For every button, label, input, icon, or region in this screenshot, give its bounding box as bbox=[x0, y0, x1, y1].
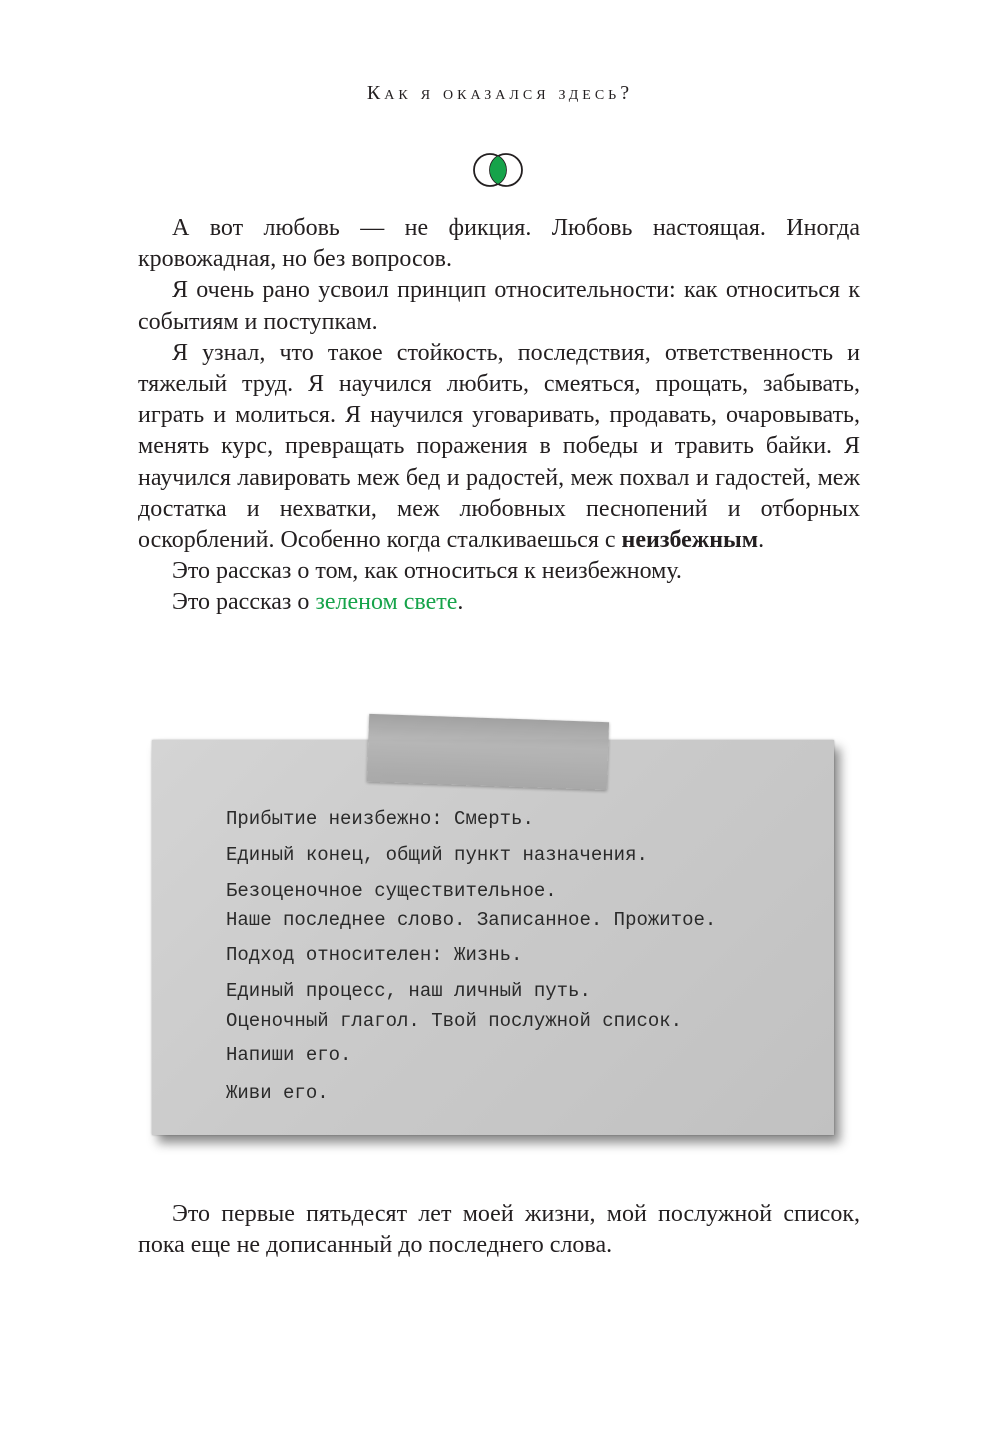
green-light-prefix: Это рассказ о bbox=[172, 589, 316, 616]
card-line: Оценочный глагол. Твой послужной список. bbox=[226, 1010, 683, 1032]
venn-circles-icon bbox=[470, 150, 526, 190]
paragraph-love: А вот любовь — не фикция. Любовь настоящая. Иногда кровожадная, но без вопросов. bbox=[138, 215, 860, 273]
typed-note-card bbox=[152, 740, 834, 1135]
card-line: Напиши его. bbox=[226, 1044, 352, 1066]
paragraph-green-light bbox=[138, 587, 860, 618]
card-line: Единый процесс, наш личный путь. bbox=[226, 980, 591, 1002]
paragraph-learned-text: Я узнал, что такое стойкость, последствия, ответственность и тяжелый труд. Я научился любить, смеяться, прощать, забывать, играть и молиться. Я научился уговаривать, продавать, очаровывать, менять курс, превращать поражения в победы и травить байки. Я научился лавировать меж бед и радостей, меж похвал и гадостей, меж достатка и нехватки, меж любовных песнопений и отборных оскорблений. Особенно когда сталкиваешься с bbox=[138, 339, 860, 554]
card-line: Подход относителен: Жизнь. bbox=[226, 944, 523, 966]
body-text bbox=[138, 213, 860, 619]
card-line: Безоценочное существительное. bbox=[226, 880, 557, 902]
paragraph-story-inevitable: Это рассказ о том, как относиться к неизбежному. bbox=[172, 558, 682, 585]
card-line: Единый конец, общий пункт назначения. bbox=[226, 844, 648, 866]
card-line: Прибытие неизбежно: Смерть. bbox=[226, 808, 534, 830]
card-line: Наше последнее слово. Записанное. Прожитое. bbox=[226, 909, 717, 931]
paragraph-closing: Это первые пятьдесят лет моей жизни, мой послужной список, пока еще не дописанный до последнего слова. bbox=[138, 1201, 860, 1259]
green-light-text: зеленом свете bbox=[315, 589, 458, 616]
paragraph-learned bbox=[138, 338, 860, 556]
bold-inevitable: неизбежным bbox=[621, 527, 759, 554]
paragraph-relativity: Я очень рано усвоил принцип относительности: как относиться к событиям и поступкам. bbox=[138, 277, 860, 335]
closing-text bbox=[138, 1199, 860, 1261]
green-light-suffix: . bbox=[457, 589, 464, 616]
card-line: Живи его. bbox=[226, 1082, 329, 1104]
adhesive-tape bbox=[367, 714, 609, 790]
running-header: Как я оказался здесь? bbox=[366, 82, 634, 104]
bold-tail: . bbox=[758, 527, 765, 554]
